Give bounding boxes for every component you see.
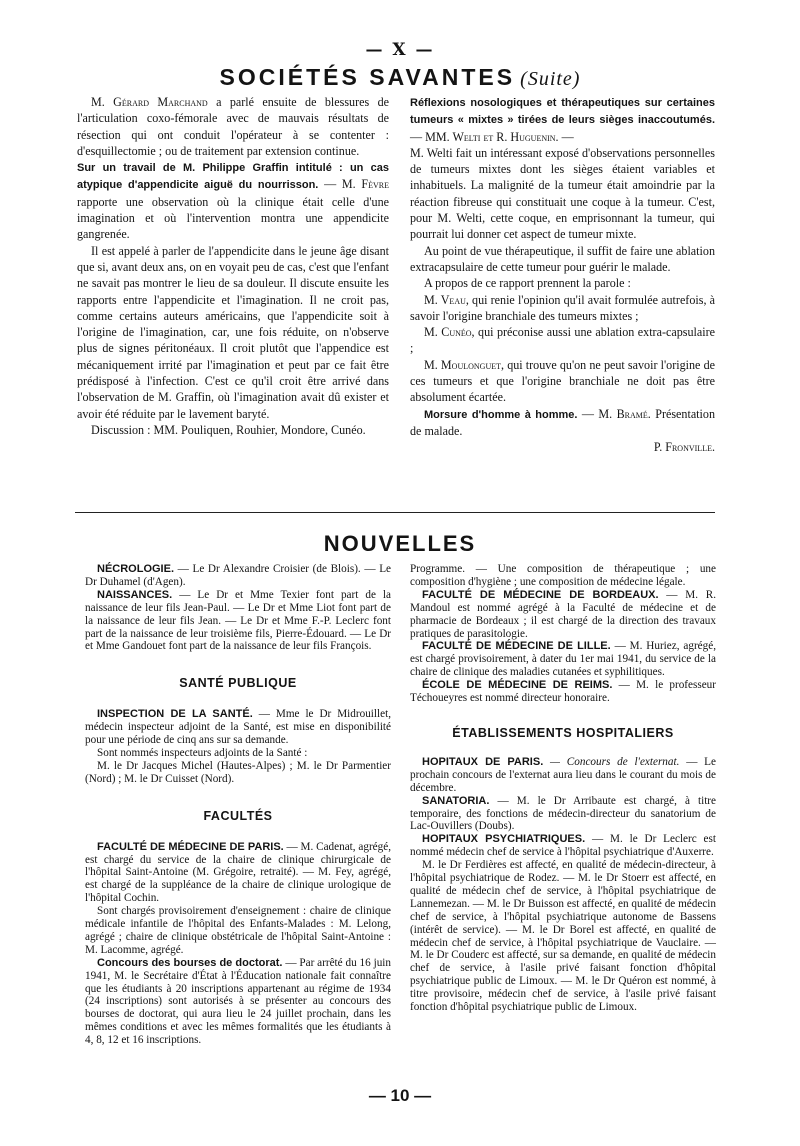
bourses-paragraph: Concours des bourses de doctorat. — Par arrêté du 16 juin 1941, M. le Secrétaire d'État à l'Éducation nationale fait connaître que les étudiants à 20 inscriptions appartenant au régime de 1934 (24 inscriptions) sont autorisés à se présenter au concours des bourses de doctorat, qui aura lieu le 24 juillet prochain, dans les mêmes conditions et avec les mêmes formalités que les étudiants à 4, 8, 12 et 16 inscriptions. xyxy=(85,956,392,1047)
affectations-paragraph: M. le Dr Ferdières est affecté, en qualité de médecin-directeur, à l'hôpital psychiatrique de Rodez. — M. le Dr Stoerr est affecté, en qualité de médecin chef de service, à l'hôpital psychiatrique de Lannemezan. — M. le Dr Buisson est affecté, en qualité de médecin chef de service, à l'hôpital psychiatrique autonome de Bassens (intérêt de service). — M. le Dr Borel est affecté, en qualité de médecin chef de service, à l'hôpital psychiatrique de Vauclaire. — M. le Dr Couderc est affecté, sur sa demande, en qualité de médecin chef de service, à l'asile privé faisant fonction d'hôpital psychiatrique public de Limoux. — M. le Dr Quéron est nommé, à titre provisoire, médecin chef de service, à l'asile privé faisant fonction d'hôpital psychiatrique public de Limoux. xyxy=(410,859,716,1014)
morsure-paragraph: Morsure d'homme à homme. — M. Bramé. Présentation de malade. xyxy=(410,406,716,438)
discussion-paragraph: Discussion : MM. Pouliquen, Rouhier, Mondore, Cunéo. xyxy=(91,422,366,437)
programme-paragraph: Programme. — Une composition de thérapeutique ; une composition d'hygiène ; une composition de médecine légale. xyxy=(410,563,716,588)
section-divider xyxy=(75,512,715,513)
marchand-paragraph: M. Gérard Marchand a parlé ensuite de blessures de l'articulation coxo-fémorale avec de mauvais résultats de résection qui ont conduit l'opérateur à se contenter : d'esquillectomie ; ou de traitement par extension continue. xyxy=(77,95,389,158)
section-roman-numeral: — X — xyxy=(365,40,435,60)
therapeutique-paragraph: Au point de vue thérapeutique, il suffit de faire une ablation extracapsulaire de cette tumeur pour guérir le malade. xyxy=(410,243,715,274)
section-title-suffix: (Suite) xyxy=(520,68,581,90)
inspecteurs-paragraph: Sont nommés inspecteurs adjoints de la Santé : xyxy=(97,746,308,759)
reims-paragraph: ÉCOLE DE MÉDECINE DE REIMS. — M. le professeur Téchoueyres est nommé directeur honoraire. xyxy=(410,679,716,705)
societes-left-column xyxy=(77,94,389,438)
facultes-heading: FACULTÉS xyxy=(203,808,273,823)
etablissements-heading: ÉTABLISSEMENTS HOSPITALIERS xyxy=(452,725,674,740)
necrologie-paragraph: NÉCROLOGIE. — Le Dr Alexandre Croisier (de Blois). — Le Dr Duhamel (d'Agen). xyxy=(85,563,391,588)
veau-paragraph: M. Veau, qui renie l'opinion qu'il avait formulée autrefois, à savoir l'origine branchiale des tumeurs mixtes ; xyxy=(410,292,715,323)
graffin-paragraph: Sur un travail de M. Philippe Graffin intitulé : un cas atypique d'appendicite aiguë du nourrisson. — M. Fèvre rapporte une observation où la clinique était celle d'une imagination et où l'intervention montra une appendicite gangrenée. xyxy=(77,162,389,242)
propos-paragraph: A propos de ce rapport prennent la parole : xyxy=(424,276,631,291)
psychiatriques-paragraph: HOPITAUX PSYCHIATRIQUES. — M. le Dr Leclerc est nommé médecin chef de service à l'hôpital psychiatrique d'Auxerre. xyxy=(410,833,716,859)
cuneo-paragraph: M. Cunéo, qui préconise aussi une ablation extra-capsulaire ; xyxy=(410,325,716,356)
section-title-text: SOCIÉTÉS SAVANTES xyxy=(219,64,516,90)
sante-publique-heading: SANTÉ PUBLIQUE xyxy=(179,676,297,691)
nouvelles-right-column xyxy=(410,563,716,1014)
enseignement-paragraph: Sont chargés provisoirement d'enseignement : chaire de clinique médicale infantile de l'hôpital des Enfants-Malades : M. Lelong, agrégé ; chaire de clinique obstétricale de l'hôpital Saint-Antoine : M. Lacomme, agrégé. xyxy=(85,905,391,956)
welti-paragraph: M. Welti fait un intéressant exposé d'observations personnelles de tumeurs mixtes dont les sièges étaient variables et inhabituels. La malignité de la tumeur était amoindrie par la réaction fibreuse qui constituait une coque à la tumeur. C'est, pour M. Welti, cette coque, en emprisonnant la tumeur, qui pourrait lui donner cet aspect de tumeur mixte. xyxy=(410,145,715,242)
signature: P. Fronville. xyxy=(653,440,715,455)
faculte-paris-paragraph: FACULTÉ DE MÉDECINE DE PARIS. — M. Cadenat, agrégé, est chargé du service de la chaire de clinique chirurgicale de l'hôpital Saint-Antoine (M. Grégoire, retraité). — M. Fey, agrégé, est chargé de la suppléance de la chaire de clinique urologique de l'hôpital Cochin. xyxy=(85,840,391,905)
nouvelles-left-column xyxy=(85,563,391,1047)
sanatoria-paragraph: SANATORIA. — M. le Dr Arribaute est chargé, à titre temporaire, des fonctions de médecin-directeur du sanatorium de Lac-Ouvillers (Doubs). xyxy=(410,794,716,833)
inspecteurs-list: M. le Dr Jacques Michel (Hautes-Alpes) ; M. le Dr Parmentier (Nord) ; M. le Dr Cuisset (Nord). xyxy=(85,759,391,785)
inspection-paragraph: INSPECTION DE LA SANTÉ. — Mme le Dr Midrouillet, médecin inspecteur adjoint de la Santé, est mise en disponibilité pour une période de cinq ans sur sa demande. xyxy=(85,708,391,747)
page-number: — 10 — xyxy=(368,1086,432,1105)
nouvelles-title: NOUVELLES xyxy=(323,531,477,556)
naissances-paragraph: NAISSANCES. — Le Dr et Mme Texier font part de la naissance de leur fils Jean-Paul. — Le Dr et Mme Liot font part de la naissance de leur fils Jean. — Le Dr et Mme F.-P. Leclerc font part de la naissance de leur troisième fils, Pierre-Édouard. — Le Dr et Mme Gandouet font part de la naissance de leur fils François. xyxy=(85,588,391,653)
appendicite-paragraph: Il est appelé à parler de l'appendicite dans le jeune âge disant que si, avant deux ans, on en voyait peu de cas, c'est que l'enfant ne savait pas montrer le lieu de sa douleur. Il discute ensuite les rapports entre l'appendicite et l'imagination. Il ne croit pas, comme certains auteurs américains, que l'appendicite soit à l'origine de l'imagination, car, une fois réduite, on n'observe plus de signes péritonéaux. Il croit plutôt que l'appendice est mécaniquement irrité par l'imagination et peut par ce fait être prédisposé à l'infection. C'est ce qu'il croit être arrivé dans l'observation de M. Graffin, où l'imagination avait dû exister et avoir été réduite par le lavement baryté. xyxy=(77,243,389,421)
lille-paragraph: FACULTÉ DE MÉDECINE DE LILLE. — M. Huriez, agrégé, est chargé provisoirement, à dater du 1er mai 1941, du service de la chaire de clinique des maladies cutanées et syphilitiques. xyxy=(410,640,716,679)
tumeurs-mixtes-heading: Réflexions nosologiques et thérapeutiques sur certaines tumeurs « mixtes » tirées de leurs sièges inaccoutumés. — MM. Welti et R. Huguenin. — xyxy=(410,97,715,144)
moulonguet-paragraph: M. Moulonguet, qui trouve qu'on ne peut savoir l'origine de ces tumeurs et que l'origine branchiale ne doit pas être absolument écartée. xyxy=(410,357,715,405)
hopitaux-paris-paragraph: HOPITAUX DE PARIS. — Concours de l'externat. — Le prochain concours de l'externat aura lieu dans le courant du mois de décembre. xyxy=(410,755,716,794)
bordeaux-paragraph: FACULTÉ DE MÉDECINE DE BORDEAUX. — M. R. Mandoul est nommé agrégé à la Faculté de médecine et de pharmacie de Bordeaux ; il est chargé de la direction des travaux pratiques de parasitologie. xyxy=(410,588,716,640)
societes-right-column xyxy=(410,94,715,456)
section-title xyxy=(0,64,800,91)
